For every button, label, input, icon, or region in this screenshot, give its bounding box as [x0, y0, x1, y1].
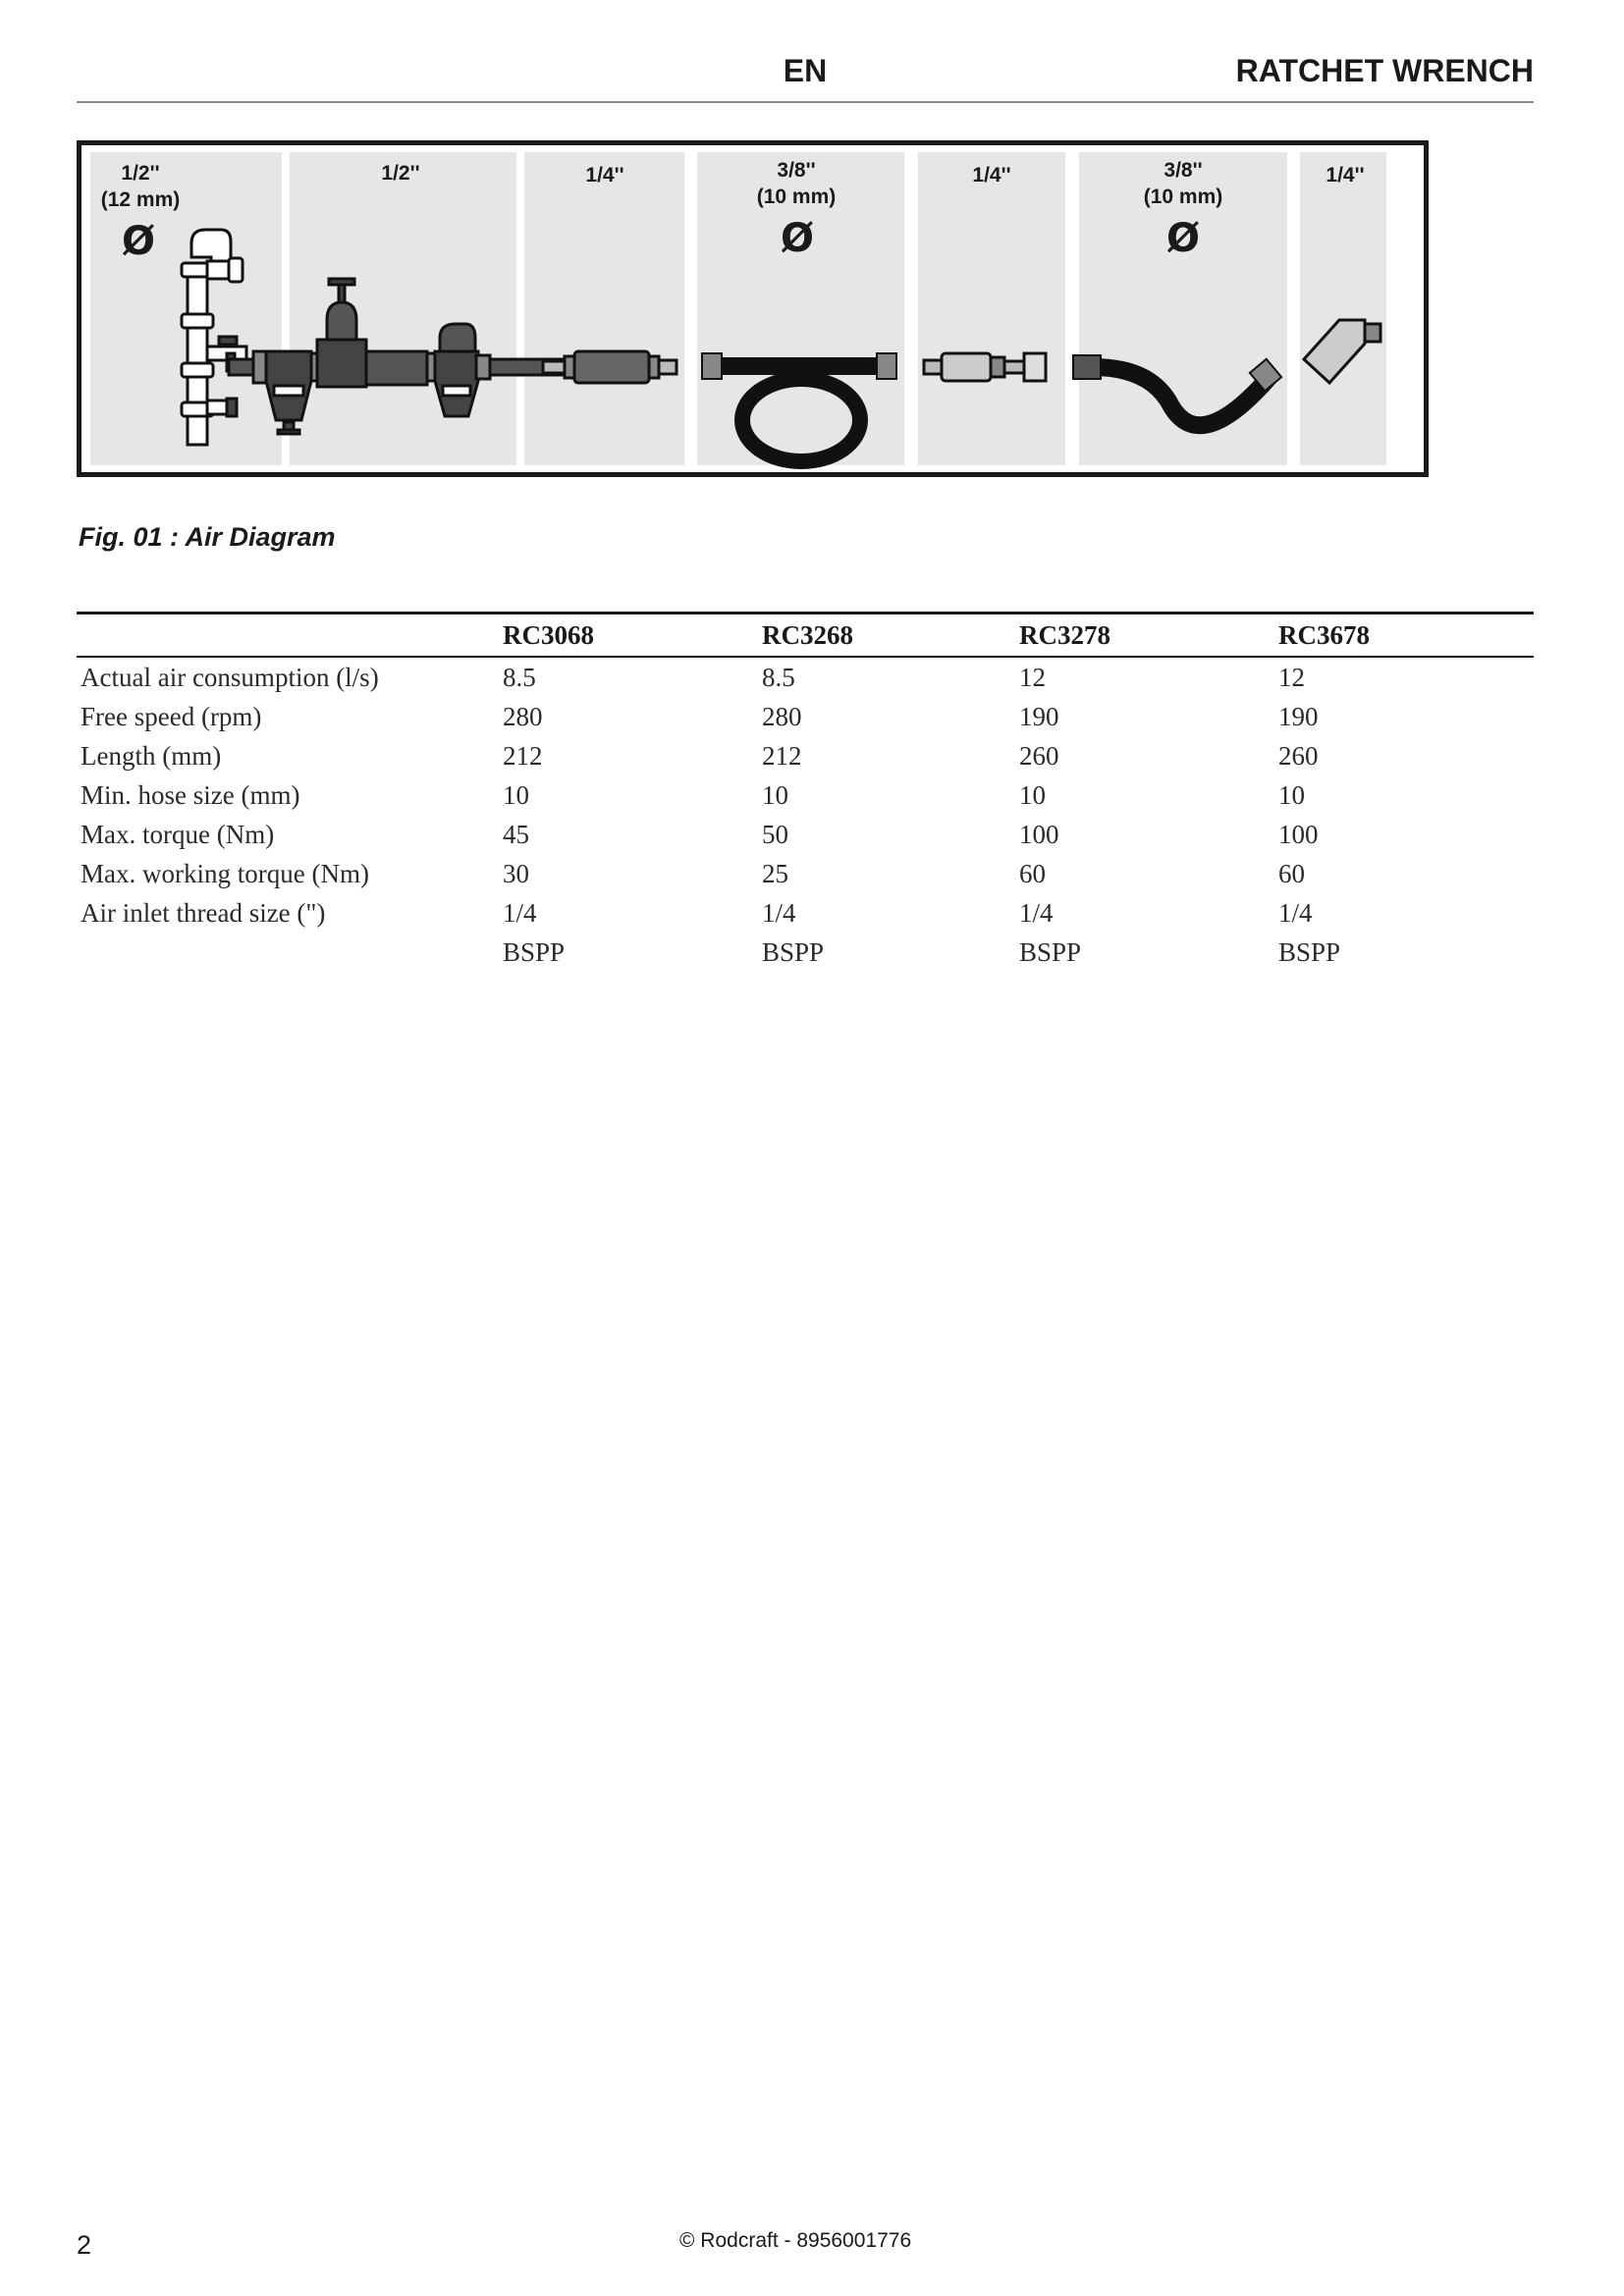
panel-4-metric: (10 mm) [756, 186, 837, 208]
column-header: RC3268 [762, 619, 853, 650]
panel-1-metric: (12 mm) [100, 188, 181, 211]
row-label: Max. working torque (Nm) [81, 858, 369, 888]
table-cell: 190 [1019, 701, 1059, 731]
table-row [77, 736, 1534, 775]
table-cell: 12 [1278, 662, 1305, 692]
row-label: Free speed (rpm) [81, 701, 262, 731]
table-cell: 8.5 [503, 662, 536, 692]
diameter-symbol-icon: Ø [1165, 216, 1200, 261]
column-header: RC3678 [1278, 619, 1370, 650]
table-cell: 45 [503, 819, 529, 849]
row-label [77, 933, 499, 972]
panel-2-size: 1/2'' [381, 162, 420, 185]
table-cell: 10 [1278, 779, 1305, 810]
table-cell: 50 [762, 819, 788, 849]
row-label: Max. torque (Nm) [81, 819, 275, 849]
header-language: EN [783, 53, 828, 88]
panel-1-size: 1/2'' [121, 162, 160, 185]
table-cell: 10 [1019, 779, 1046, 810]
column-header [77, 614, 499, 658]
table-cell: 30 [503, 858, 529, 888]
table-cell: BSPP [503, 936, 566, 967]
table-cell: 1/4 [1278, 897, 1313, 928]
table-row [77, 697, 1534, 736]
table-row [77, 854, 1534, 893]
table-cell: 212 [762, 740, 802, 771]
table-row [77, 775, 1534, 815]
table-cell: 260 [1278, 740, 1319, 771]
air-diagram-figure [77, 140, 1429, 477]
table-cell: 100 [1019, 819, 1059, 849]
pipe-tee-icon [182, 230, 246, 445]
panel-6-metric: (10 mm) [1143, 186, 1223, 208]
figure-caption: Fig. 01 : Air Diagram [79, 522, 336, 552]
swivel-fitting-icon [1304, 320, 1380, 383]
table-cell: 260 [1019, 740, 1059, 771]
table-cell: 1/4 [503, 897, 537, 928]
panel-3-size: 1/4'' [585, 164, 624, 187]
table-cell: 10 [762, 779, 788, 810]
panel-5-size: 1/4'' [972, 164, 1011, 187]
table-cell: 280 [503, 701, 543, 731]
table-cell: 25 [762, 858, 788, 888]
column-header: RC3068 [503, 619, 594, 650]
frl-unit-icon [229, 279, 602, 434]
table-cell: 8.5 [762, 662, 795, 692]
row-label: Min. hose size (mm) [81, 779, 300, 810]
table-row [77, 815, 1534, 854]
table-cell: 60 [1278, 858, 1305, 888]
table-cell: 12 [1019, 662, 1046, 692]
copyright-notice: © Rodcraft - 8956001776 [679, 2229, 912, 2252]
table-cell: 100 [1278, 819, 1319, 849]
table-cell: BSPP [762, 936, 825, 967]
panel-7-size: 1/4'' [1326, 164, 1365, 187]
row-label: Length (mm) [81, 740, 222, 771]
specifications-table [77, 612, 1534, 972]
table-row [77, 933, 1534, 972]
table-cell: 10 [503, 779, 529, 810]
table-cell: BSPP [1019, 936, 1082, 967]
page-number: 2 [77, 2230, 92, 2260]
table-cell: BSPP [1278, 936, 1341, 967]
diameter-symbol-icon: Ø [780, 216, 814, 261]
table-cell: 60 [1019, 858, 1046, 888]
whip-hose-icon [1073, 355, 1281, 425]
table-cell: 190 [1278, 701, 1319, 731]
panel-6-size: 3/8'' [1164, 159, 1203, 182]
header-rule [77, 101, 1534, 103]
column-header: RC3278 [1019, 619, 1110, 650]
table-header-row [77, 614, 1534, 658]
table-cell: 1/4 [1019, 897, 1054, 928]
panel-4-size: 3/8'' [777, 159, 816, 182]
header-title: RATCHET WRENCH [1235, 53, 1534, 88]
quick-coupler-icon [924, 353, 1046, 381]
row-label: Actual air consumption (l/s) [81, 662, 379, 692]
table-row [77, 657, 1534, 697]
coupling-icon [543, 351, 677, 383]
table-row [77, 893, 1534, 933]
table-cell: 280 [762, 701, 802, 731]
row-label: Air inlet thread size (") [81, 897, 326, 928]
coiled-hose-icon [702, 353, 896, 461]
diameter-symbol-icon: Ø [121, 219, 155, 264]
table-cell: 1/4 [762, 897, 796, 928]
table-cell: 212 [503, 740, 543, 771]
